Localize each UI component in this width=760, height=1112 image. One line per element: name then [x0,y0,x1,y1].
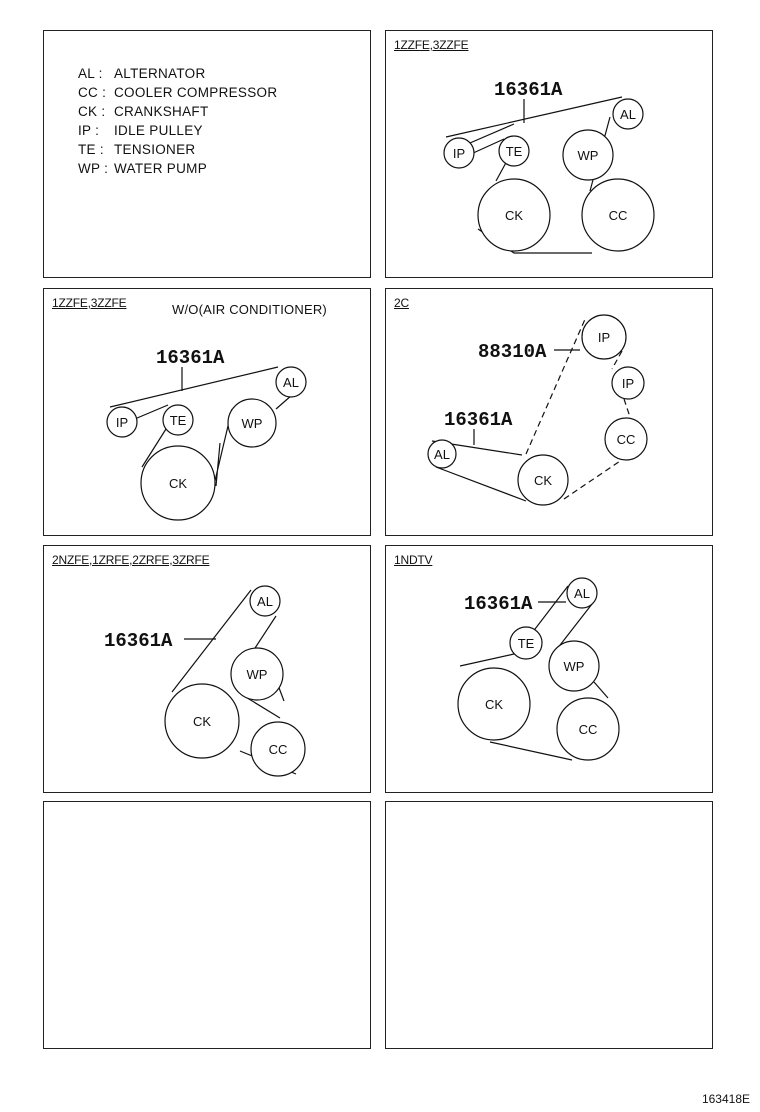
panel-note: W/O(AIR CONDITIONER) [172,302,327,317]
belt-diagram-panel-2c [385,288,713,536]
legend-name: IDLE PULLEY [114,123,203,138]
belt-diagram-panel-1zzfe-no-ac [43,288,371,536]
pulley-label: CC [578,722,598,737]
legend-name: ALTERNATOR [114,66,206,81]
pulley-label: AL [574,586,590,601]
pulley-label: IP [115,415,129,430]
pulley-label: CK [168,476,188,491]
legend-row [78,161,207,176]
empty-panel [385,801,713,1049]
panel-title: 1ZZFE,3ZZFE [394,38,469,52]
belt-diagram-panel-2nzfe [43,545,371,793]
panel-title: 1NDTV [394,553,433,567]
pulley-label: CK [533,473,553,488]
legend-name: WATER PUMP [114,161,207,176]
panel-title: 1ZZFE,3ZZFE [52,296,127,310]
legend-code: TE : [78,142,104,157]
legend-row [78,142,195,157]
belt-diagram [386,31,714,279]
pulley-label: TE [517,636,535,651]
legend-name: CRANKSHAFT [114,104,209,119]
figure-id: 163418E [701,1092,750,1106]
legend-code: AL : [78,66,103,81]
panel-title: 2NZFE,1ZRFE,2ZRFE,3ZRFE [52,553,210,567]
pulley-label: CC [616,432,636,447]
pulley-label: IP [597,330,611,345]
pulley-label: IP [621,376,635,391]
belt-diagram [386,546,714,794]
legend-row [78,123,203,138]
pulley-label: WP [577,148,599,163]
pulley-label: CK [192,714,212,729]
part-number: 16361A [464,593,533,615]
pulley-label: AL [434,447,450,462]
pulley-label: WP [241,416,263,431]
belt-diagram-panel-1ndtv [385,545,713,793]
pulley-label: WP [246,667,268,682]
legend-row [78,66,206,81]
pulley-label: WP [563,659,585,674]
pulley-label: CC [608,208,628,223]
pulley-label: AL [283,375,299,390]
legend-code: WP : [78,161,109,176]
pulley-label: TE [169,413,187,428]
empty-panel [43,801,371,1049]
belt-diagram [386,289,714,537]
pulley-label: CK [484,697,504,712]
part-number-b: 16361A [444,409,513,431]
legend-row [78,104,209,119]
part-number-a: 88310A [478,341,547,363]
belt-diagram [44,546,372,794]
part-number: 16361A [156,347,225,369]
legend-row [78,85,277,100]
part-number: 16361A [104,630,173,652]
pulley-label: TE [505,144,523,159]
legend-code: CK : [78,104,106,119]
legend-code: CC : [78,85,107,100]
legend-name: COOLER COMPRESSOR [114,85,278,100]
pulley-label: AL [620,107,636,122]
pulley-label: CK [504,208,524,223]
legend-name: TENSIONER [114,142,196,157]
legend-panel [43,30,371,278]
pulley-label: IP [452,146,466,161]
legend-code: IP : [78,123,100,138]
belt-diagram-panel-1zzfe [385,30,713,278]
belt-diagram [44,289,372,537]
pulley-label: CC [268,742,288,757]
pulley-label: AL [257,594,273,609]
part-number: 16361A [494,79,563,101]
panel-title: 2C [394,296,409,310]
